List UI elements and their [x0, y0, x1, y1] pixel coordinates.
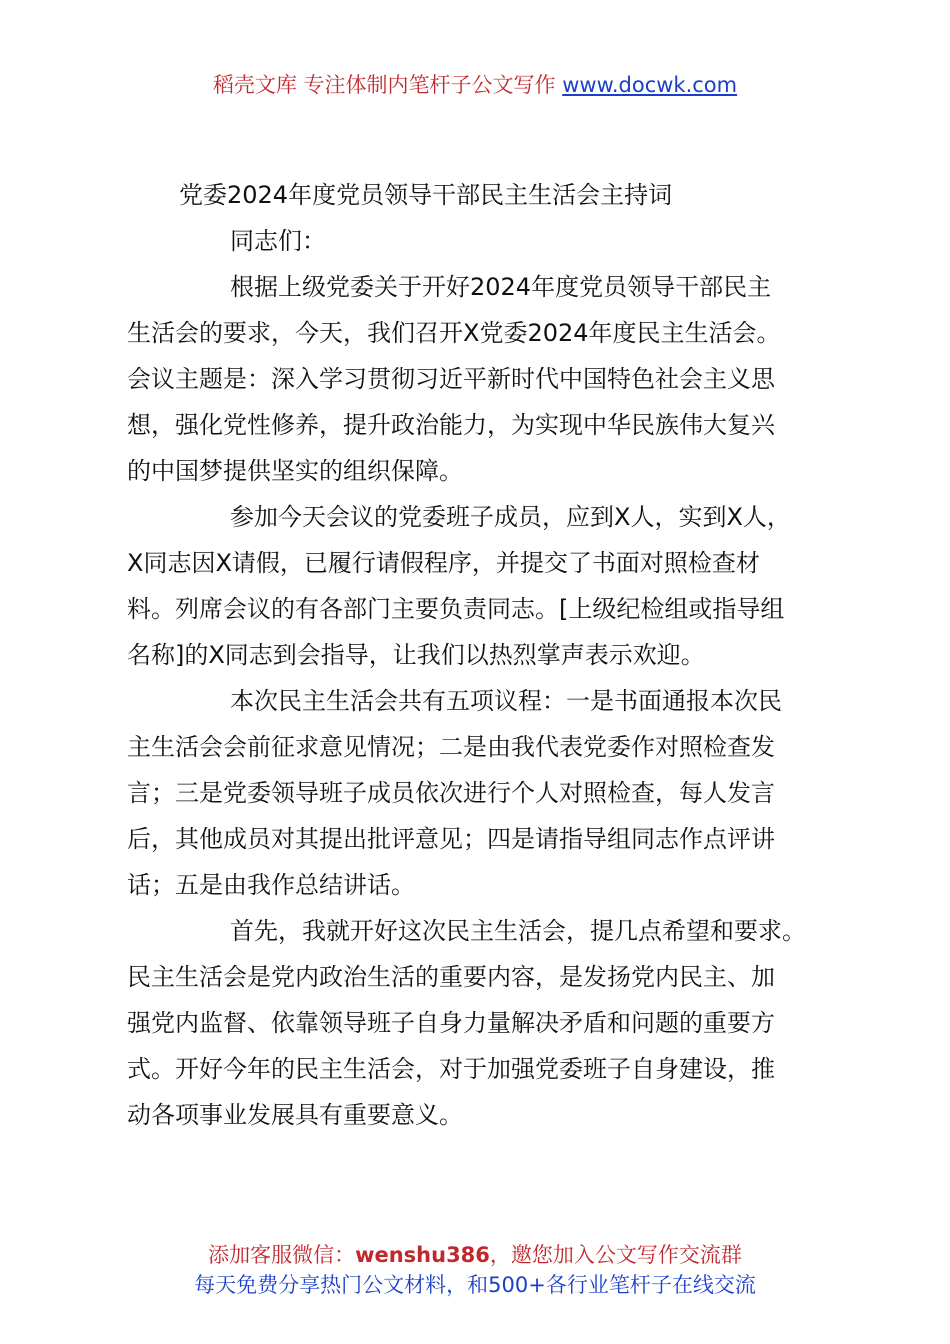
paragraph-line: 式。开好今年的民主生活会，对于加强党委班子自身建设，推: [127, 1055, 775, 1083]
paragraph-line: 根据上级党委关于开好2024年度党员领导干部民主: [230, 273, 772, 301]
header-brand: 稻壳文库 专注体制内笔杆子公文写作: [212, 73, 556, 97]
paragraph-line: 动各项事业发展具有重要意义。: [127, 1101, 463, 1129]
paragraph: [127, 678, 827, 908]
wechat-id: wenshu386: [355, 1243, 490, 1267]
paragraph-line: 想，强化党性修养，提升政治能力，为实现中华民族伟大复兴: [127, 411, 775, 439]
paragraph-line: 后，其他成员对其提出批评意见；四是请指导组同志作点评讲: [127, 825, 775, 853]
paragraph-line: 会议主题是：深入学习贯彻习近平新时代中国特色社会主义思: [127, 365, 775, 393]
paragraph-line: 的中国梦提供坚实的组织保障。: [127, 457, 463, 485]
document-title: 党委2024年度党员领导干部民主生活会主持词: [179, 181, 673, 209]
document-body: [127, 172, 827, 1138]
salutation: 同志们：: [230, 227, 326, 255]
paragraph: [127, 264, 827, 494]
paragraph-line: 主生活会会前征求意见情况；二是由我代表党委作对照检查发: [127, 733, 775, 761]
paragraph-line: 本次民主生活会共有五项议程：一是书面通报本次民: [230, 687, 782, 715]
paragraph-line: 强党内监督、依靠领导班子自身力量解决矛盾和问题的重要方: [127, 1009, 775, 1037]
paragraph-line: 名称]的X同志到会指导，让我们以热烈掌声表示欢迎。: [127, 641, 705, 669]
footer-contact-suffix: ，邀您加入公文写作交流群: [489, 1243, 742, 1267]
footer-contact-line: [0, 1240, 950, 1270]
page-header: [0, 70, 950, 100]
header-url-link[interactable]: www.docwk.com: [562, 73, 738, 97]
paragraph-line: 民主生活会是党内政治生活的重要内容，是发扬党内民主、加: [127, 963, 775, 991]
paragraph-line: 参加今天会议的党委班子成员，应到X人，实到X人，: [230, 503, 791, 531]
paragraph-line: 生活会的要求，今天，我们召开X党委2024年度民主生活会。: [127, 319, 781, 347]
paragraph-line: 言；三是党委领导班子成员依次进行个人对照检查，每人发言: [127, 779, 775, 807]
paragraph-line: 料。列席会议的有各部门主要负责同志。[上级纪检组或指导组: [127, 595, 785, 623]
paragraph-line: 话；五是由我作总结讲话。: [127, 871, 415, 899]
paragraph-line: 首先，我就开好这次民主生活会，提几点希望和要求。: [230, 917, 806, 945]
paragraph-line: X同志因X请假，已履行请假程序，并提交了书面对照检查材: [127, 549, 760, 577]
footer-promo-line: 每天免费分享热门公文材料，和500+各行业笔杆子在线交流: [194, 1273, 756, 1297]
page-footer: [0, 1240, 950, 1300]
paragraph: [127, 908, 827, 1138]
paragraph: [127, 494, 827, 678]
footer-contact-prefix: 添加客服微信：: [208, 1243, 356, 1267]
